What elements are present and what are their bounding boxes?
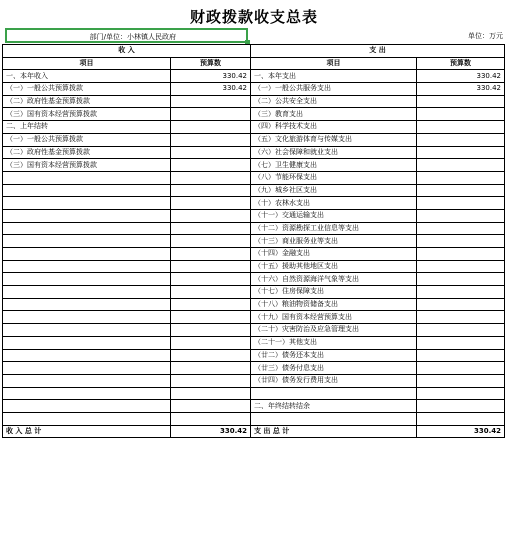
table-row [3, 336, 505, 349]
income-item-cell[interactable] [3, 324, 171, 337]
table-row [3, 298, 505, 311]
income-budget-cell[interactable] [171, 336, 251, 349]
income-item-cell[interactable] [3, 374, 171, 387]
income-budget-cell[interactable] [171, 400, 251, 413]
expense-item-cell[interactable]: （二十一）其他支出 [251, 336, 417, 349]
table-row [3, 374, 505, 387]
income-item-cell[interactable]: （三）国有资本经营预算拨款 [3, 159, 171, 172]
expense-budget-header[interactable]: 预算数 [417, 57, 505, 70]
expense-header[interactable]: 支 出 [251, 45, 505, 58]
income-item-cell[interactable]: 二、上年结转 [3, 121, 171, 134]
expense-item-cell[interactable]: （一）一般公共服务支出 [251, 83, 417, 96]
expense-item-cell[interactable]: （四）科学技术支出 [251, 121, 417, 134]
expense-item-cell[interactable]: （十五）援助其他地区支出 [251, 260, 417, 273]
expense-item-cell[interactable]: 一、本年支出 [251, 70, 417, 83]
income-item-cell[interactable] [3, 412, 171, 425]
table-row [3, 83, 505, 96]
income-budget-cell[interactable] [171, 108, 251, 121]
income-header[interactable]: 收 入 [3, 45, 251, 58]
income-budget-cell[interactable] [171, 171, 251, 184]
expense-budget-cell[interactable] [417, 400, 505, 413]
income-budget-cell[interactable] [171, 374, 251, 387]
income-item-cell[interactable] [3, 298, 171, 311]
table-row [3, 70, 505, 83]
expense-item-header[interactable]: 项目 [251, 57, 417, 70]
expense-budget-cell[interactable] [417, 362, 505, 375]
expense-budget-cell[interactable] [417, 171, 505, 184]
income-item-cell[interactable] [3, 311, 171, 324]
table-row [3, 146, 505, 159]
expense-budget-cell[interactable]: 330.42 [417, 83, 505, 96]
expense-item-cell[interactable]: （五）文化旅游体育与传媒支出 [251, 133, 417, 146]
expense-item-cell[interactable]: （十三）商业服务业等支出 [251, 235, 417, 248]
income-budget-cell[interactable] [171, 412, 251, 425]
table-row [3, 311, 505, 324]
income-item-cell[interactable] [3, 197, 171, 210]
expense-budget-cell[interactable] [417, 412, 505, 425]
fiscal-table [2, 44, 505, 438]
expense-item-cell[interactable]: （十七）住房保障支出 [251, 286, 417, 299]
expense-budget-cell[interactable] [417, 159, 505, 172]
table-row [3, 209, 505, 222]
page-title: 财政拨款收支总表 [189, 8, 318, 26]
expense-item-cell[interactable]: （七）卫生健康支出 [251, 159, 417, 172]
income-item-cell[interactable] [3, 387, 171, 400]
table-row [3, 197, 505, 210]
income-item-cell[interactable] [3, 400, 171, 413]
expense-item-cell[interactable]: （六）社会保障和就业支出 [251, 146, 417, 159]
expense-item-cell[interactable]: （二十）灾害防治及应急管理支出 [251, 324, 417, 337]
expense-budget-cell[interactable] [417, 387, 505, 400]
income-item-cell[interactable] [3, 248, 171, 261]
income-budget-cell[interactable] [171, 235, 251, 248]
income-budget-cell[interactable] [171, 286, 251, 299]
expense-item-cell[interactable]: （十一）交通运输支出 [251, 209, 417, 222]
table-row [3, 362, 505, 375]
table-row [3, 349, 505, 362]
income-budget-cell[interactable] [171, 146, 251, 159]
table-row [3, 387, 505, 400]
expense-budget-cell[interactable] [417, 222, 505, 235]
expense-budget-cell[interactable] [417, 133, 505, 146]
table-row [3, 235, 505, 248]
expense-budget-cell[interactable] [417, 324, 505, 337]
expense-item-cell[interactable]: （十九）国有资本经营预算支出 [251, 311, 417, 324]
expense-budget-cell[interactable] [417, 121, 505, 134]
expense-budget-cell[interactable] [417, 197, 505, 210]
expense-budget-cell[interactable] [417, 260, 505, 273]
totals-row [3, 425, 505, 438]
section-header-row [3, 45, 505, 58]
table-row [3, 171, 505, 184]
income-item-cell[interactable] [3, 273, 171, 286]
expense-item-cell[interactable]: （十二）资源勘探工业信息等支出 [251, 222, 417, 235]
expense-total-value[interactable]: 330.42 [417, 425, 505, 438]
table-row [3, 159, 505, 172]
income-budget-cell[interactable] [171, 184, 251, 197]
table-row [3, 121, 505, 134]
income-budget-cell[interactable] [171, 362, 251, 375]
expense-item-cell[interactable] [251, 387, 417, 400]
expense-budget-cell[interactable] [417, 209, 505, 222]
income-item-cell[interactable]: （三）国有资本经营预算拨款 [3, 108, 171, 121]
income-budget-cell[interactable] [171, 209, 251, 222]
table-row [3, 324, 505, 337]
expense-item-cell[interactable]: （十四）金融支出 [251, 248, 417, 261]
income-item-cell[interactable] [3, 184, 171, 197]
expense-item-cell[interactable]: （廿三）债务付息支出 [251, 362, 417, 375]
income-budget-cell[interactable] [171, 248, 251, 261]
expense-item-cell[interactable]: （廿二）债务还本支出 [251, 349, 417, 362]
expense-item-cell[interactable]: （十）农林水支出 [251, 197, 417, 210]
expense-budget-cell[interactable] [417, 235, 505, 248]
income-item-cell[interactable] [3, 336, 171, 349]
expense-budget-cell[interactable] [417, 298, 505, 311]
income-budget-cell[interactable] [171, 260, 251, 273]
table-row [3, 133, 505, 146]
table-row [3, 260, 505, 273]
income-total-value[interactable]: 330.42 [171, 425, 251, 438]
income-item-header[interactable]: 项目 [3, 57, 171, 70]
expense-budget-cell[interactable] [417, 349, 505, 362]
expense-budget-cell[interactable]: 330.42 [417, 70, 505, 83]
table-row [3, 222, 505, 235]
income-budget-cell[interactable] [171, 324, 251, 337]
income-budget-cell[interactable] [171, 222, 251, 235]
table-row [3, 248, 505, 261]
income-item-cell[interactable] [3, 171, 171, 184]
income-item-cell[interactable] [3, 260, 171, 273]
expense-item-cell[interactable]: （廿四）债务发行费用支出 [251, 374, 417, 387]
table-row [3, 108, 505, 121]
income-item-cell[interactable]: （一）一般公共预算拨款 [3, 83, 171, 96]
income-budget-cell[interactable] [171, 159, 251, 172]
expense-budget-cell[interactable] [417, 248, 505, 261]
expense-budget-cell[interactable] [417, 184, 505, 197]
income-item-cell[interactable] [3, 209, 171, 222]
expense-item-cell[interactable]: （三）教育支出 [251, 108, 417, 121]
income-budget-cell[interactable] [171, 133, 251, 146]
expense-item-cell[interactable]: 二、年终结转结余 [251, 400, 417, 413]
expense-budget-cell[interactable] [417, 146, 505, 159]
income-budget-cell[interactable] [171, 273, 251, 286]
income-item-cell[interactable] [3, 222, 171, 235]
unit-cell-selected[interactable] [5, 28, 248, 43]
expense-budget-cell[interactable] [417, 108, 505, 121]
income-item-cell[interactable] [3, 235, 171, 248]
income-budget-cell[interactable] [171, 387, 251, 400]
expense-item-cell[interactable]: （十六）自然资源海洋气象等支出 [251, 273, 417, 286]
income-item-cell[interactable] [3, 349, 171, 362]
income-budget-cell[interactable] [171, 349, 251, 362]
expense-budget-cell[interactable] [417, 95, 505, 108]
income-total-label[interactable]: 收 入 总 计 [3, 425, 171, 438]
income-budget-cell[interactable]: 330.42 [171, 70, 251, 83]
table-row [3, 184, 505, 197]
income-budget-cell[interactable] [171, 298, 251, 311]
expense-item-cell[interactable]: （二）公共安全支出 [251, 95, 417, 108]
expense-budget-cell[interactable] [417, 273, 505, 286]
expense-budget-cell[interactable] [417, 374, 505, 387]
expense-item-cell[interactable]: （十八）粮油物资储备支出 [251, 298, 417, 311]
table-row [3, 412, 505, 425]
income-budget-cell[interactable] [171, 311, 251, 324]
income-item-cell[interactable]: （一）一般公共预算拨款 [3, 133, 171, 146]
income-item-cell[interactable] [3, 286, 171, 299]
income-budget-cell[interactable] [171, 121, 251, 134]
income-budget-cell[interactable] [171, 95, 251, 108]
expense-budget-cell[interactable] [417, 311, 505, 324]
table-row [3, 286, 505, 299]
column-header-row [3, 57, 505, 70]
expense-item-cell[interactable]: （八）节能环保支出 [251, 171, 417, 184]
income-item-cell[interactable]: （二）政府性基金预算拨款 [3, 95, 171, 108]
income-item-cell[interactable]: （二）政府性基金预算拨款 [3, 146, 171, 159]
currency-label: 单位：万元 [468, 32, 503, 40]
table-row [3, 400, 505, 413]
table-row [3, 95, 505, 108]
expense-budget-cell[interactable] [417, 336, 505, 349]
unit-label: 部门/单位：小林镇人民政府 [89, 33, 176, 41]
income-item-cell[interactable]: 一、本年收入 [3, 70, 171, 83]
expense-total-label[interactable]: 支 出 总 计 [251, 425, 417, 438]
table-row [3, 273, 505, 286]
income-budget-cell[interactable]: 330.42 [171, 83, 251, 96]
expense-budget-cell[interactable] [417, 286, 505, 299]
expense-item-cell[interactable]: （九）城乡社区支出 [251, 184, 417, 197]
income-item-cell[interactable] [3, 362, 171, 375]
expense-item-cell[interactable] [251, 412, 417, 425]
income-budget-header[interactable]: 预算数 [171, 57, 251, 70]
income-budget-cell[interactable] [171, 197, 251, 210]
